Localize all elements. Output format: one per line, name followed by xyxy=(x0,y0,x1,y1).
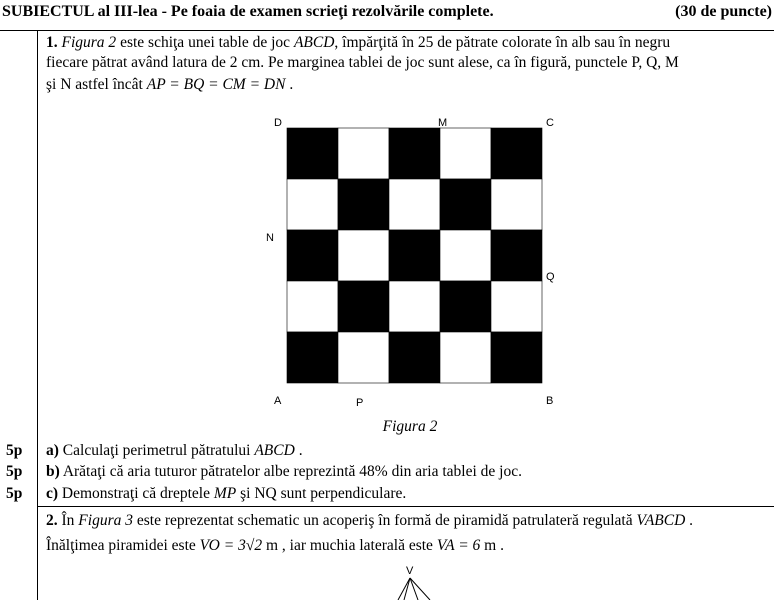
score-a: 5p xyxy=(6,442,23,459)
text: În xyxy=(57,512,79,529)
board-square xyxy=(491,179,542,230)
section-title: SUBIECTUL al III-lea - Pe foaia de examen scrieţi rezolvările complete. xyxy=(2,3,494,20)
math: VO = 3√2 xyxy=(199,537,263,554)
figure-3-pyramid xyxy=(390,564,450,600)
subitem-a xyxy=(46,442,303,460)
edge xyxy=(410,578,430,600)
board-square xyxy=(338,230,389,281)
math: AP = BQ = CM = DN xyxy=(146,76,286,93)
board-square xyxy=(389,281,440,332)
text: . xyxy=(685,512,694,529)
board-square xyxy=(338,128,389,179)
problem2-line1 xyxy=(46,512,693,530)
text: Înălţimea piramidei este xyxy=(46,537,200,554)
text: , împărţită în 25 de pătrate colorate în alb sau în negru xyxy=(334,34,671,51)
text: Arătaţi că aria tuturor pătratelor albe reprezintă 48% din aria tablei de joc. xyxy=(59,463,522,480)
board-square xyxy=(440,179,491,230)
edge xyxy=(398,578,410,600)
subitem-c xyxy=(46,485,406,503)
subitem-letter: a) xyxy=(46,442,59,459)
figure-2-board xyxy=(260,112,570,412)
figure-ref: Figura 2 xyxy=(61,34,117,51)
subitem-b xyxy=(46,463,522,481)
board-square xyxy=(287,281,338,332)
problem1-line1 xyxy=(46,34,670,52)
board-square xyxy=(389,128,440,179)
board-square xyxy=(287,230,338,281)
label-A: A xyxy=(274,395,282,407)
board-square xyxy=(389,230,440,281)
problem1-line3 xyxy=(46,76,293,94)
label-B: B xyxy=(546,395,554,407)
math: ABCD xyxy=(293,34,335,51)
label-D: D xyxy=(274,117,282,129)
problem2-line2 xyxy=(46,537,504,555)
board-square xyxy=(491,230,542,281)
item-divider xyxy=(38,506,774,507)
board-square xyxy=(491,281,542,332)
text: şi NQ sunt perpendiculare. xyxy=(236,485,407,502)
text: Demonstraţi că dreptele xyxy=(58,485,214,502)
subitem-letter: c) xyxy=(46,485,59,502)
text: este schiţa unei table de joc xyxy=(116,34,294,51)
subitem-letter: b) xyxy=(46,463,60,480)
board-square xyxy=(338,332,389,383)
text: . xyxy=(294,442,303,459)
label-C: C xyxy=(546,117,554,129)
label-Q: Q xyxy=(546,271,555,283)
math: ABCD xyxy=(254,442,295,459)
board-square xyxy=(287,332,338,383)
text: şi N astfel încât xyxy=(46,76,147,93)
board-square xyxy=(389,332,440,383)
score-b: 5p xyxy=(6,463,23,480)
text: Calculaţi perimetrul pătratului xyxy=(58,442,255,459)
label-P: P xyxy=(356,397,364,409)
board-square xyxy=(491,332,542,383)
math: VABCD xyxy=(636,512,686,529)
edge xyxy=(410,578,418,600)
section-points: (30 de puncte) xyxy=(675,3,772,20)
problem1-number: 1. xyxy=(46,34,58,51)
text: m , iar muchia laterală este xyxy=(262,537,437,554)
board-square xyxy=(287,179,338,230)
problem1-line2: fiecare pătrat având latura de 2 cm. Pe marginea tablei de joc sunt alese, ca în figură, punctele P, Q, M xyxy=(46,54,679,71)
board-square xyxy=(440,281,491,332)
math: MP xyxy=(213,485,237,502)
label-M: M xyxy=(438,117,448,129)
board-square xyxy=(440,128,491,179)
board-square xyxy=(287,128,338,179)
board-square xyxy=(491,128,542,179)
board-square xyxy=(338,281,389,332)
board-square xyxy=(440,230,491,281)
label-V: V xyxy=(406,565,414,577)
score-column-divider xyxy=(37,30,38,600)
math: VA = 6 xyxy=(436,537,481,554)
header-divider xyxy=(0,30,774,31)
label-N: N xyxy=(266,232,274,244)
text: este reprezentat schematic un acoperiş în formă de piramidă patrulateră regulată xyxy=(132,512,637,529)
problem2-number: 2. xyxy=(46,512,58,529)
section-header xyxy=(0,0,774,26)
text: m . xyxy=(480,537,504,554)
board-square xyxy=(338,179,389,230)
board-square xyxy=(389,179,440,230)
figure-ref: Figura 3 xyxy=(78,512,133,529)
text: . xyxy=(285,76,294,93)
figure-2-caption: Figura 2 xyxy=(382,418,438,435)
edge xyxy=(404,578,410,600)
score-c: 5p xyxy=(6,485,23,502)
board-square xyxy=(440,332,491,383)
